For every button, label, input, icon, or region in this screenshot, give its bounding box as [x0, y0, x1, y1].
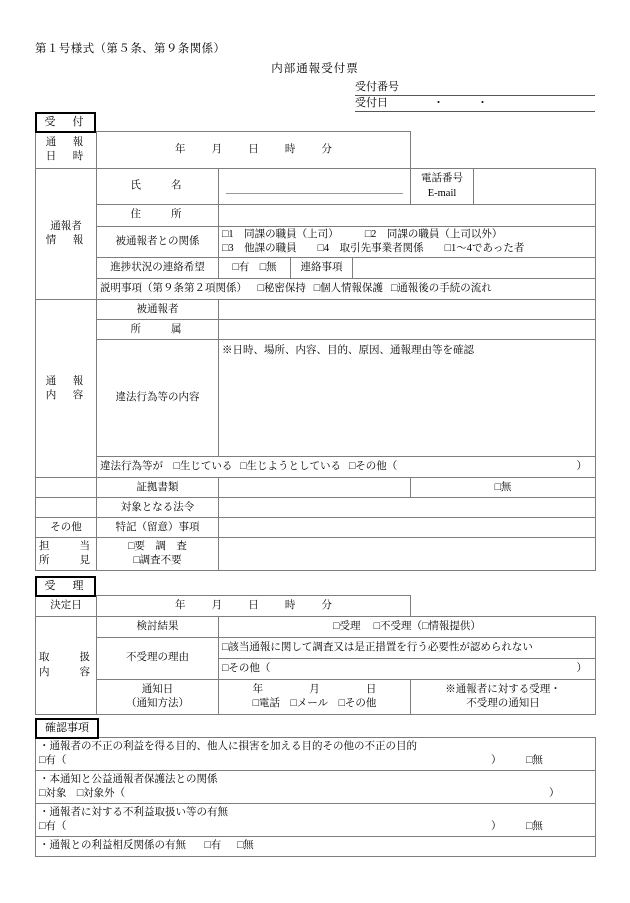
- cell-decision-date-empty: [411, 596, 596, 617]
- cell-name-value[interactable]: [219, 169, 411, 205]
- cell-explain[interactable]: [97, 279, 596, 300]
- cell-reject-reason-option-1[interactable]: □該当通報に関して調査又は是正措置を行う必要性が認められない: [219, 638, 596, 659]
- notify-date-label-line1: 通知日: [141, 683, 174, 695]
- cell-phone-email-value[interactable]: [474, 169, 596, 205]
- cell-accused-label: 被通報者: [97, 300, 219, 320]
- cell-decision-date-label: 決定日: [36, 596, 97, 617]
- unit-day: 日: [248, 599, 259, 611]
- row-opinion: [36, 538, 596, 571]
- receipt-date-label: 受付日: [355, 97, 388, 109]
- unit-month: 月: [309, 683, 320, 695]
- cell-confirm-2[interactable]: [36, 771, 596, 804]
- report-content-label-line1: 通 報: [45, 375, 87, 387]
- cell-evidence-label: 証拠書類: [97, 478, 219, 498]
- unit-hour: 時: [284, 599, 296, 611]
- cell-illegal-content-label: 違法行為等の内容: [97, 340, 219, 457]
- checkbox-status-about-to-occur[interactable]: □生じようとしている: [240, 461, 342, 473]
- cell-report-datetime-empty: [411, 132, 596, 169]
- cell-reject-reason-option-2[interactable]: [219, 659, 596, 680]
- cell-confirm-1[interactable]: [36, 738, 596, 771]
- checkbox-investigation-not-needed[interactable]: □調査不要: [133, 555, 182, 567]
- row-affiliation: [36, 320, 596, 340]
- row-relation: [36, 227, 596, 258]
- checkbox-progress-no[interactable]: □無: [259, 262, 277, 274]
- cell-opinion-label: [36, 538, 97, 571]
- cell-contact-items-value[interactable]: [353, 258, 596, 279]
- cell-notify-note: [411, 680, 596, 715]
- unit-year: 年: [175, 143, 186, 155]
- unit-minute: 分: [321, 599, 332, 611]
- checkbox-confirm-1-yes[interactable]: □有（: [39, 755, 67, 766]
- confirm-2-options[interactable]: [39, 787, 592, 801]
- cell-progress-choices[interactable]: [219, 258, 291, 279]
- row-review-result: [36, 617, 596, 638]
- relation-options-line-1: □1 同課の職員（上司） □2 同課の職員（上司以外）: [222, 229, 503, 240]
- cell-notify-date-label: [97, 680, 219, 715]
- checkbox-accept[interactable]: □受理: [333, 620, 361, 632]
- opinion-label-line1: 担 当: [39, 541, 93, 553]
- row-confirm-2: [36, 771, 596, 804]
- cell-reject-reason-label: 不受理の理由: [97, 638, 219, 680]
- checkbox-explain-procedure[interactable]: □通報後の手続の流れ: [390, 283, 492, 295]
- report-datetime-label-line2: 日 時: [45, 151, 87, 162]
- row-address: [36, 205, 596, 227]
- informant-label-line1: 通報者: [50, 221, 82, 232]
- relation-options-line-2: □3 他課の職員 □4 取引先事業者関係 □1～4であった者: [222, 243, 525, 255]
- table-juri: [35, 595, 596, 715]
- cell-relation-label: 被通報者との関係: [97, 227, 219, 258]
- receipt-number-row: [355, 80, 595, 96]
- cell-name-label: 氏 名: [97, 169, 219, 205]
- cell-report-datetime-label: [36, 132, 97, 169]
- row-illegal-content: [36, 340, 596, 457]
- section-chip-uketsuke: 受 付: [35, 112, 96, 133]
- opinion-label-line2: 所 見: [39, 555, 93, 567]
- row-law: [36, 498, 596, 518]
- row-confirm-4: [36, 837, 596, 857]
- row-notify-date: [36, 680, 596, 715]
- cell-evidence-spacer: [36, 478, 97, 498]
- cell-special-notes-value[interactable]: [219, 518, 596, 538]
- checkbox-reject-reason-other[interactable]: □その他（: [222, 662, 271, 674]
- cell-affiliation-value[interactable]: [219, 320, 596, 340]
- report-datetime-units: [163, 144, 344, 155]
- cell-opinion-options[interactable]: [97, 538, 219, 571]
- unit-hour: 時: [284, 143, 296, 155]
- row-illegal-status: [36, 457, 596, 478]
- cell-review-result-options[interactable]: [219, 617, 596, 638]
- unit-month: 月: [211, 143, 223, 155]
- cell-address-label: 住 所: [97, 205, 219, 227]
- cell-special-notes-label: 特記（留意）事項: [97, 518, 219, 538]
- cell-law-value[interactable]: [219, 498, 596, 518]
- notify-note-line2: 不受理の通知日: [466, 698, 540, 709]
- confirm-1-close-paren: ）: [491, 755, 502, 766]
- checkbox-notify-other[interactable]: □その他: [338, 698, 377, 709]
- checkbox-confirm-4-no[interactable]: □無: [236, 840, 254, 852]
- checkbox-status-other[interactable]: □その他（: [348, 461, 398, 473]
- unit-day: 日: [365, 683, 377, 695]
- row-decision-date: [36, 596, 596, 617]
- row-reject-reason-1: [36, 638, 596, 659]
- cell-evidence-value[interactable]: [219, 478, 411, 498]
- checkbox-reject[interactable]: □不受理（□情報提供）: [373, 620, 481, 632]
- checkbox-progress-yes[interactable]: □有: [232, 262, 250, 274]
- report-datetime-label-line1: 通 報: [45, 136, 87, 148]
- checkbox-explain-confidentiality[interactable]: □秘密保持: [257, 283, 306, 295]
- receipt-date-dot-1: ・: [433, 97, 444, 109]
- cell-decision-date-value[interactable]: [97, 596, 411, 617]
- cell-phone-email-label: [411, 169, 474, 205]
- section-chip-confirm: 確認事項: [35, 718, 99, 739]
- checkbox-status-occurring[interactable]: □生じている: [173, 461, 233, 473]
- confirm-1-options[interactable]: [39, 754, 592, 768]
- checkbox-confirm-3-yes[interactable]: □有（: [39, 821, 67, 832]
- confirm-3-options[interactable]: [39, 820, 592, 834]
- unit-year: 年: [175, 599, 186, 611]
- cell-accused-value[interactable]: [219, 300, 596, 320]
- confirm-4-text: ・通報との利益相反関係の有無: [39, 840, 186, 852]
- cell-relation-options[interactable]: [219, 227, 596, 258]
- row-explain: [36, 279, 596, 300]
- cell-other-label: その他: [36, 518, 97, 538]
- checkbox-confirm-1-no[interactable]: □無: [526, 755, 543, 766]
- table-uketsuke: [35, 131, 596, 571]
- name-write-line: [226, 182, 403, 194]
- cell-illegal-status[interactable]: [97, 457, 596, 478]
- cell-law-label: 対象となる法令: [97, 498, 219, 518]
- cell-report-content-label: [36, 300, 97, 478]
- handling-label-line2: 内 容: [39, 666, 93, 678]
- notify-date-units: [222, 683, 407, 697]
- confirm-3-close-paren: ）: [491, 821, 502, 832]
- cell-address-value[interactable]: [219, 205, 596, 227]
- checkbox-notify-mail[interactable]: □メール: [290, 698, 329, 709]
- email-label: E-mail: [427, 187, 457, 199]
- confirm-2-close-paren: ）: [549, 788, 560, 799]
- cell-progress-label: 進捗状況の連絡希望: [97, 258, 219, 279]
- report-content-label-line2: 内 容: [45, 389, 87, 401]
- unit-minute: 分: [321, 143, 332, 155]
- row-confirm-1: [36, 738, 596, 771]
- decision-datetime-units: [163, 600, 344, 611]
- checkbox-confirm-3-no[interactable]: □無: [526, 821, 543, 832]
- checkbox-notify-tel[interactable]: □電話: [252, 698, 280, 709]
- phone-label: 電話番号: [421, 173, 463, 185]
- checkbox-investigation-needed[interactable]: □要 調 査: [128, 541, 187, 553]
- cell-notify-date-value[interactable]: [219, 680, 411, 715]
- checkbox-confirm-4-yes[interactable]: □有: [204, 840, 222, 852]
- receipt-date-dot-2: ・: [477, 97, 488, 109]
- cell-law-spacer: [36, 498, 97, 518]
- row-progress-contact: [36, 258, 596, 279]
- illegal-status-prefix: 違法行為等が: [100, 461, 163, 473]
- row-name: [36, 169, 596, 205]
- cell-affiliation-label: 所 属: [97, 320, 219, 340]
- cell-review-result-label: 検討結果: [97, 617, 219, 638]
- row-special-notes: [36, 518, 596, 538]
- cell-confirm-3[interactable]: [36, 804, 596, 837]
- row-evidence: [36, 478, 596, 498]
- cell-handling-label: [36, 617, 97, 715]
- unit-year: 年: [252, 683, 264, 695]
- explain-label: 説明事項（第９条第２項関係）: [100, 283, 247, 295]
- confirm-2-text: ・本通知と公益通報者保護法との関係: [39, 773, 218, 785]
- document-title: 内部通報受付票: [271, 63, 359, 75]
- row-report-datetime: [36, 132, 596, 169]
- form-number: 第１号様式（第５条、第９条関係）: [35, 43, 226, 55]
- notify-note-line1: ※通報者に対する受理・: [445, 683, 561, 695]
- checkbox-confirm-2-yes[interactable]: □対象 □対象外（: [39, 788, 126, 799]
- notify-date-label-line2: （通知方法）: [126, 698, 189, 709]
- receipt-number-label: 受付番号: [355, 81, 399, 93]
- receipt-fields: [355, 80, 595, 112]
- confirm-1-text: ・通報者の不正の利益を得る目的、他人に損害を加える目的その他の不正の目的: [39, 740, 417, 752]
- cell-illegal-content-value[interactable]: [219, 340, 596, 457]
- cell-evidence-none[interactable]: □無: [411, 478, 596, 498]
- handling-label-line1: 取 扱: [39, 652, 93, 664]
- unit-month: 月: [211, 599, 223, 611]
- reject-reason-close-paren: ）: [576, 662, 587, 674]
- cell-contact-items-label: 連絡事項: [291, 258, 353, 279]
- informant-label-line2: 情 報: [45, 235, 87, 247]
- illegal-status-close-paren: ）: [576, 461, 587, 473]
- checkbox-explain-privacy[interactable]: □個人情報保護: [313, 283, 384, 295]
- notify-method-options[interactable]: [222, 697, 407, 711]
- confirm-3-text: ・通報者に対する不利益取扱い等の有無: [39, 806, 228, 818]
- row-accused: [36, 300, 596, 320]
- receipt-date-row: [355, 96, 595, 112]
- row-confirm-3: [36, 804, 596, 837]
- cell-informant-label: [36, 169, 97, 300]
- cell-opinion-value[interactable]: [219, 538, 596, 571]
- unit-day: 日: [248, 143, 259, 155]
- section-chip-juri: 受 理: [35, 576, 96, 597]
- cell-confirm-4[interactable]: [36, 837, 596, 857]
- cell-report-datetime-value[interactable]: [97, 132, 411, 169]
- illegal-content-note: ※日時、場所、内容、目的、原因、通報理由等を確認: [222, 345, 474, 357]
- table-confirm: [35, 737, 596, 857]
